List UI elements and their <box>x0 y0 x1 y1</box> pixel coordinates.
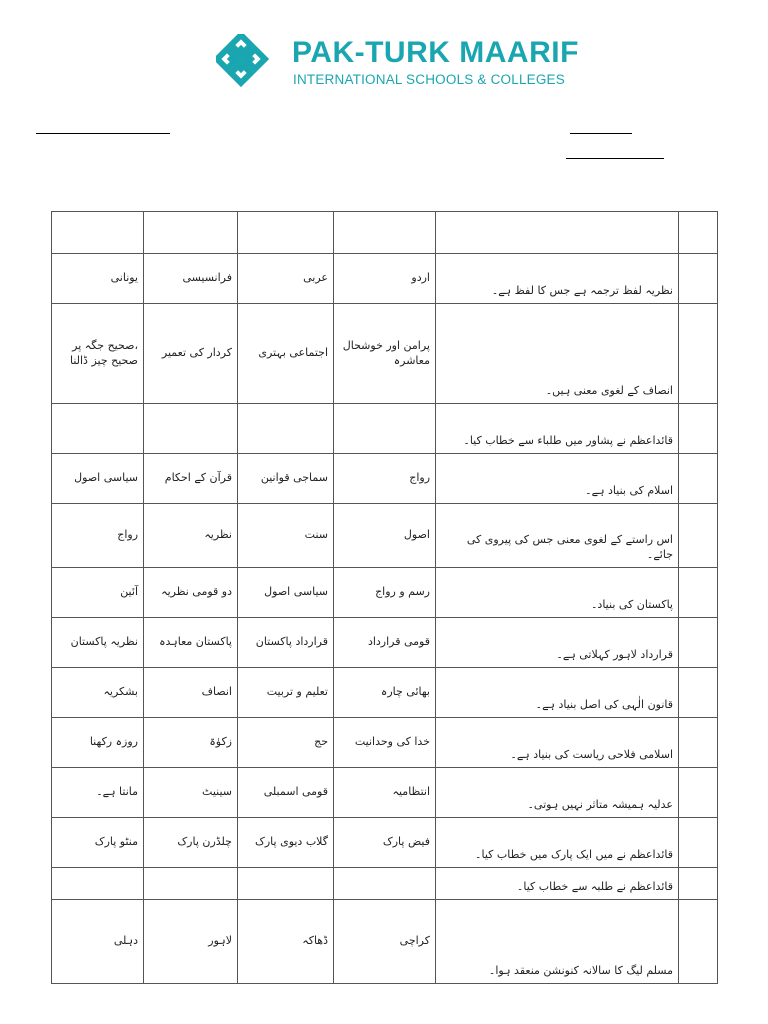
question-text: پاکستان کی بنیاد۔ <box>436 568 679 618</box>
option-c: سینیٹ <box>144 768 238 818</box>
question-number <box>679 454 718 504</box>
option-d: روزہ رکھنا <box>52 718 144 768</box>
question-text: قائداعظم نے پشاور میں طلباء سے خطاب کیا۔ <box>436 404 679 454</box>
question-number <box>679 504 718 568</box>
option-d: سیاسی اصول <box>52 454 144 504</box>
option-d: ،صحیح جگہ پر صحیح چیز ڈالنا <box>52 304 144 404</box>
option-c: نظریہ <box>144 504 238 568</box>
question-text: قائداعظم نے طلبہ سے خطاب کیا۔ <box>436 868 679 900</box>
maarif-emblem-icon <box>216 34 276 94</box>
mcq-table <box>51 211 718 984</box>
question-text: عدلیہ ہمیشہ متاثر نہیں ہوتی۔ <box>436 768 679 818</box>
question-number <box>679 254 718 304</box>
option-b: سیاسی اصول <box>238 568 334 618</box>
option-b <box>238 212 334 254</box>
class-blank-line <box>570 133 632 134</box>
question-text: اس راستے کے لغوی معنی جس کی پیروی کی جائے۔ <box>436 504 679 568</box>
option-d: رواج <box>52 504 144 568</box>
option-c: کردار کی تعمیر <box>144 304 238 404</box>
question-number <box>679 618 718 668</box>
question-number <box>679 768 718 818</box>
option-a: رواج <box>334 454 436 504</box>
option-a <box>334 868 436 900</box>
option-a: قومی قرارداد <box>334 618 436 668</box>
option-a: بھائی چارہ <box>334 668 436 718</box>
question-row <box>52 454 718 504</box>
option-c <box>144 404 238 454</box>
school-logo <box>212 26 579 100</box>
option-b <box>238 868 334 900</box>
option-c: فرانسیسی <box>144 254 238 304</box>
option-c: لاہور <box>144 900 238 984</box>
option-a <box>334 212 436 254</box>
option-c <box>144 868 238 900</box>
option-a: پرامن اور خوشحال معاشرہ <box>334 304 436 404</box>
question-row <box>52 568 718 618</box>
question-row <box>52 404 718 454</box>
name-blank-line <box>36 133 170 134</box>
brand-name: PAK-TURK MAARIF <box>292 36 579 69</box>
option-d: نظریہ پاکستان <box>52 618 144 668</box>
option-a: کراچی <box>334 900 436 984</box>
option-d: یونانی <box>52 254 144 304</box>
option-d: منٹو پارک <box>52 818 144 868</box>
question-row <box>52 718 718 768</box>
question-number <box>679 568 718 618</box>
option-b: ڈھاکہ <box>238 900 334 984</box>
option-d: مانتا ہے۔ <box>52 768 144 818</box>
question-row <box>52 504 718 568</box>
question-number <box>679 900 718 984</box>
question-row <box>52 768 718 818</box>
question-text: مسلم لیگ کا سالانہ کنونشن منعقد ہوا۔ <box>436 900 679 984</box>
question-text: قرارداد لاہور کہلاتی ہے۔ <box>436 618 679 668</box>
option-c: قرآن کے احکام <box>144 454 238 504</box>
option-c <box>144 212 238 254</box>
question-text: اسلام کی بنیاد ہے۔ <box>436 454 679 504</box>
question-number <box>679 818 718 868</box>
question-text <box>436 212 679 254</box>
question-text: نظریہ لفظ ترجمہ ہے جس کا لفظ ہے۔ <box>436 254 679 304</box>
question-row <box>52 212 718 254</box>
option-b: حج <box>238 718 334 768</box>
option-b: اجتماعی بہتری <box>238 304 334 404</box>
question-text: قائداعظم نے میں ایک پارک میں خطاب کیا۔ <box>436 818 679 868</box>
option-b <box>238 404 334 454</box>
option-a: اردو <box>334 254 436 304</box>
option-a <box>334 404 436 454</box>
option-a: خدا کی وحدانیت <box>334 718 436 768</box>
brand-subtitle: INTERNATIONAL SCHOOLS & COLLEGES <box>293 72 565 87</box>
question-row <box>52 900 718 984</box>
option-b: قومی اسمبلی <box>238 768 334 818</box>
option-a: انتظامیہ <box>334 768 436 818</box>
option-c: چلڈرن پارک <box>144 818 238 868</box>
option-d <box>52 212 144 254</box>
question-text: انصاف کے لغوی معنی ہیں۔ <box>436 304 679 404</box>
question-row <box>52 868 718 900</box>
option-b: عربی <box>238 254 334 304</box>
option-b: سنت <box>238 504 334 568</box>
option-b: تعلیم و تربیت <box>238 668 334 718</box>
date-blank-line <box>566 158 664 159</box>
question-number <box>679 404 718 454</box>
question-number <box>679 304 718 404</box>
question-number <box>679 868 718 900</box>
question-text: اسلامی فلاحی ریاست کی بنیاد ہے۔ <box>436 718 679 768</box>
option-d: آئین <box>52 568 144 618</box>
option-d: بشکریہ <box>52 668 144 718</box>
option-c: زکوٰۃ <box>144 718 238 768</box>
question-row <box>52 818 718 868</box>
option-d <box>52 404 144 454</box>
question-number <box>679 668 718 718</box>
option-c: انصاف <box>144 668 238 718</box>
question-text: قانون الٰہی کی اصل بنیاد ہے۔ <box>436 668 679 718</box>
option-c: دو قومی نظریہ <box>144 568 238 618</box>
question-row <box>52 618 718 668</box>
option-b: قرارداد پاکستان <box>238 618 334 668</box>
question-number <box>679 718 718 768</box>
question-number <box>679 212 718 254</box>
option-a: اصول <box>334 504 436 568</box>
option-b: سماجی قوانین <box>238 454 334 504</box>
question-row <box>52 668 718 718</box>
question-row <box>52 254 718 304</box>
option-d: دہلی <box>52 900 144 984</box>
question-row <box>52 304 718 404</box>
option-b: گلاب دیوی پارک <box>238 818 334 868</box>
option-d <box>52 868 144 900</box>
option-a: رسم و رواج <box>334 568 436 618</box>
option-c: پاکستان معاہدہ <box>144 618 238 668</box>
option-a: فیض پارک <box>334 818 436 868</box>
